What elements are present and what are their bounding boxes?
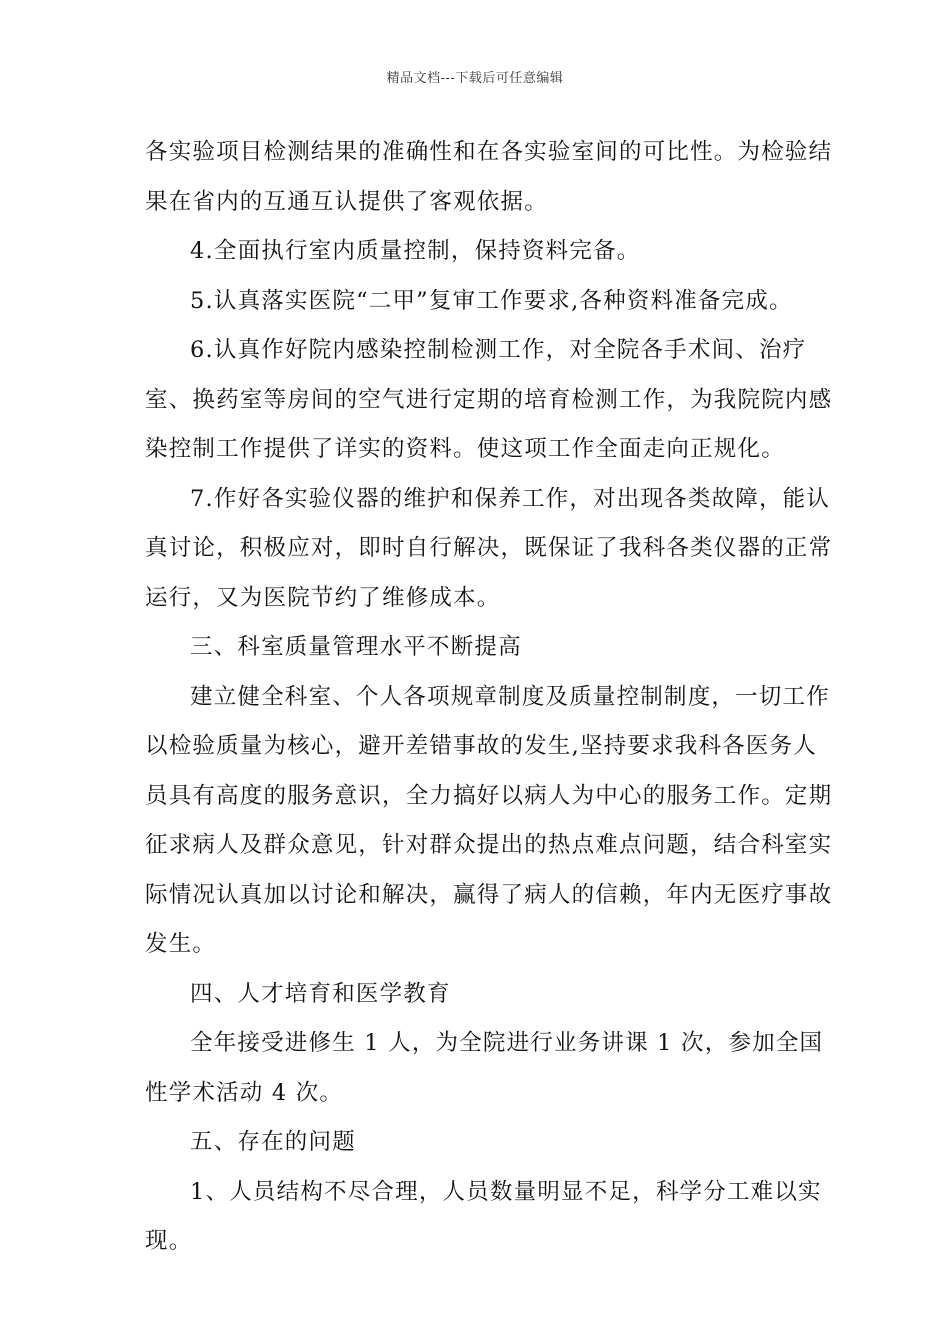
paragraph-item-4: 4.全面执行室内质量控制，保持资料完备。 bbox=[190, 238, 641, 264]
document-body bbox=[145, 128, 835, 1267]
paragraph-item-5: 5.认真落实医院“二甲”复审工作要求,各种资料准备完成。 bbox=[190, 287, 793, 314]
section-heading-5: 五、存在的问题 bbox=[190, 1129, 356, 1155]
section-heading-3: 三、科室质量管理水平不断提高 bbox=[190, 634, 522, 660]
paragraph-item-7: 7.作好各实验仪器的维护和保养工作，对出现各类故障，能认真讨论，积极应对，即时自行解决，既保证了我科各类仪器的正常运行，又为医院节约了维修成本。 bbox=[145, 485, 833, 611]
page-header: 精品文档---下载后可任意编辑 bbox=[386, 71, 564, 86]
paragraph-training: 全年接受进修生 1 人，为全院进行业务讲课 1 次，参加全国性学术活动 4 次。 bbox=[145, 1030, 824, 1106]
paragraph-quality-management: 建立健全科室、个人各项规章制度及质量控制制度，一切工作以检验质量为核心，避开差错事故的发生,坚持要求我科各医务人员具有高度的服务意识，全力搞好以病人为中心的服务工作。定期征求病人及群众意见，针对群众提出的热点难点问题，结合科室实际情况认真加以讨论和解决，赢得了病人的信赖，年内无医疗事故发生。 bbox=[145, 683, 833, 957]
section-heading-4: 四、人才培育和医学教育 bbox=[190, 980, 451, 1007]
paragraph-problem-1: 1、人员结构不尽合理，人员数量明显不足，科学分工难以实现。 bbox=[145, 1178, 822, 1254]
paragraph-continuation: 各实验项目检测结果的准确性和在各实验室间的可比性。为检验结果在省内的互通互认提供了客观依据。 bbox=[145, 139, 833, 215]
paragraph-item-6: 6.认真作好院内感染控制检测工作，对全院各手术间、治疗室、换药室等房间的空气进行定期的培育检测工作，为我院院内感染控制工作提供了详实的资料。使这项工作全面走向正规化。 bbox=[145, 337, 833, 462]
